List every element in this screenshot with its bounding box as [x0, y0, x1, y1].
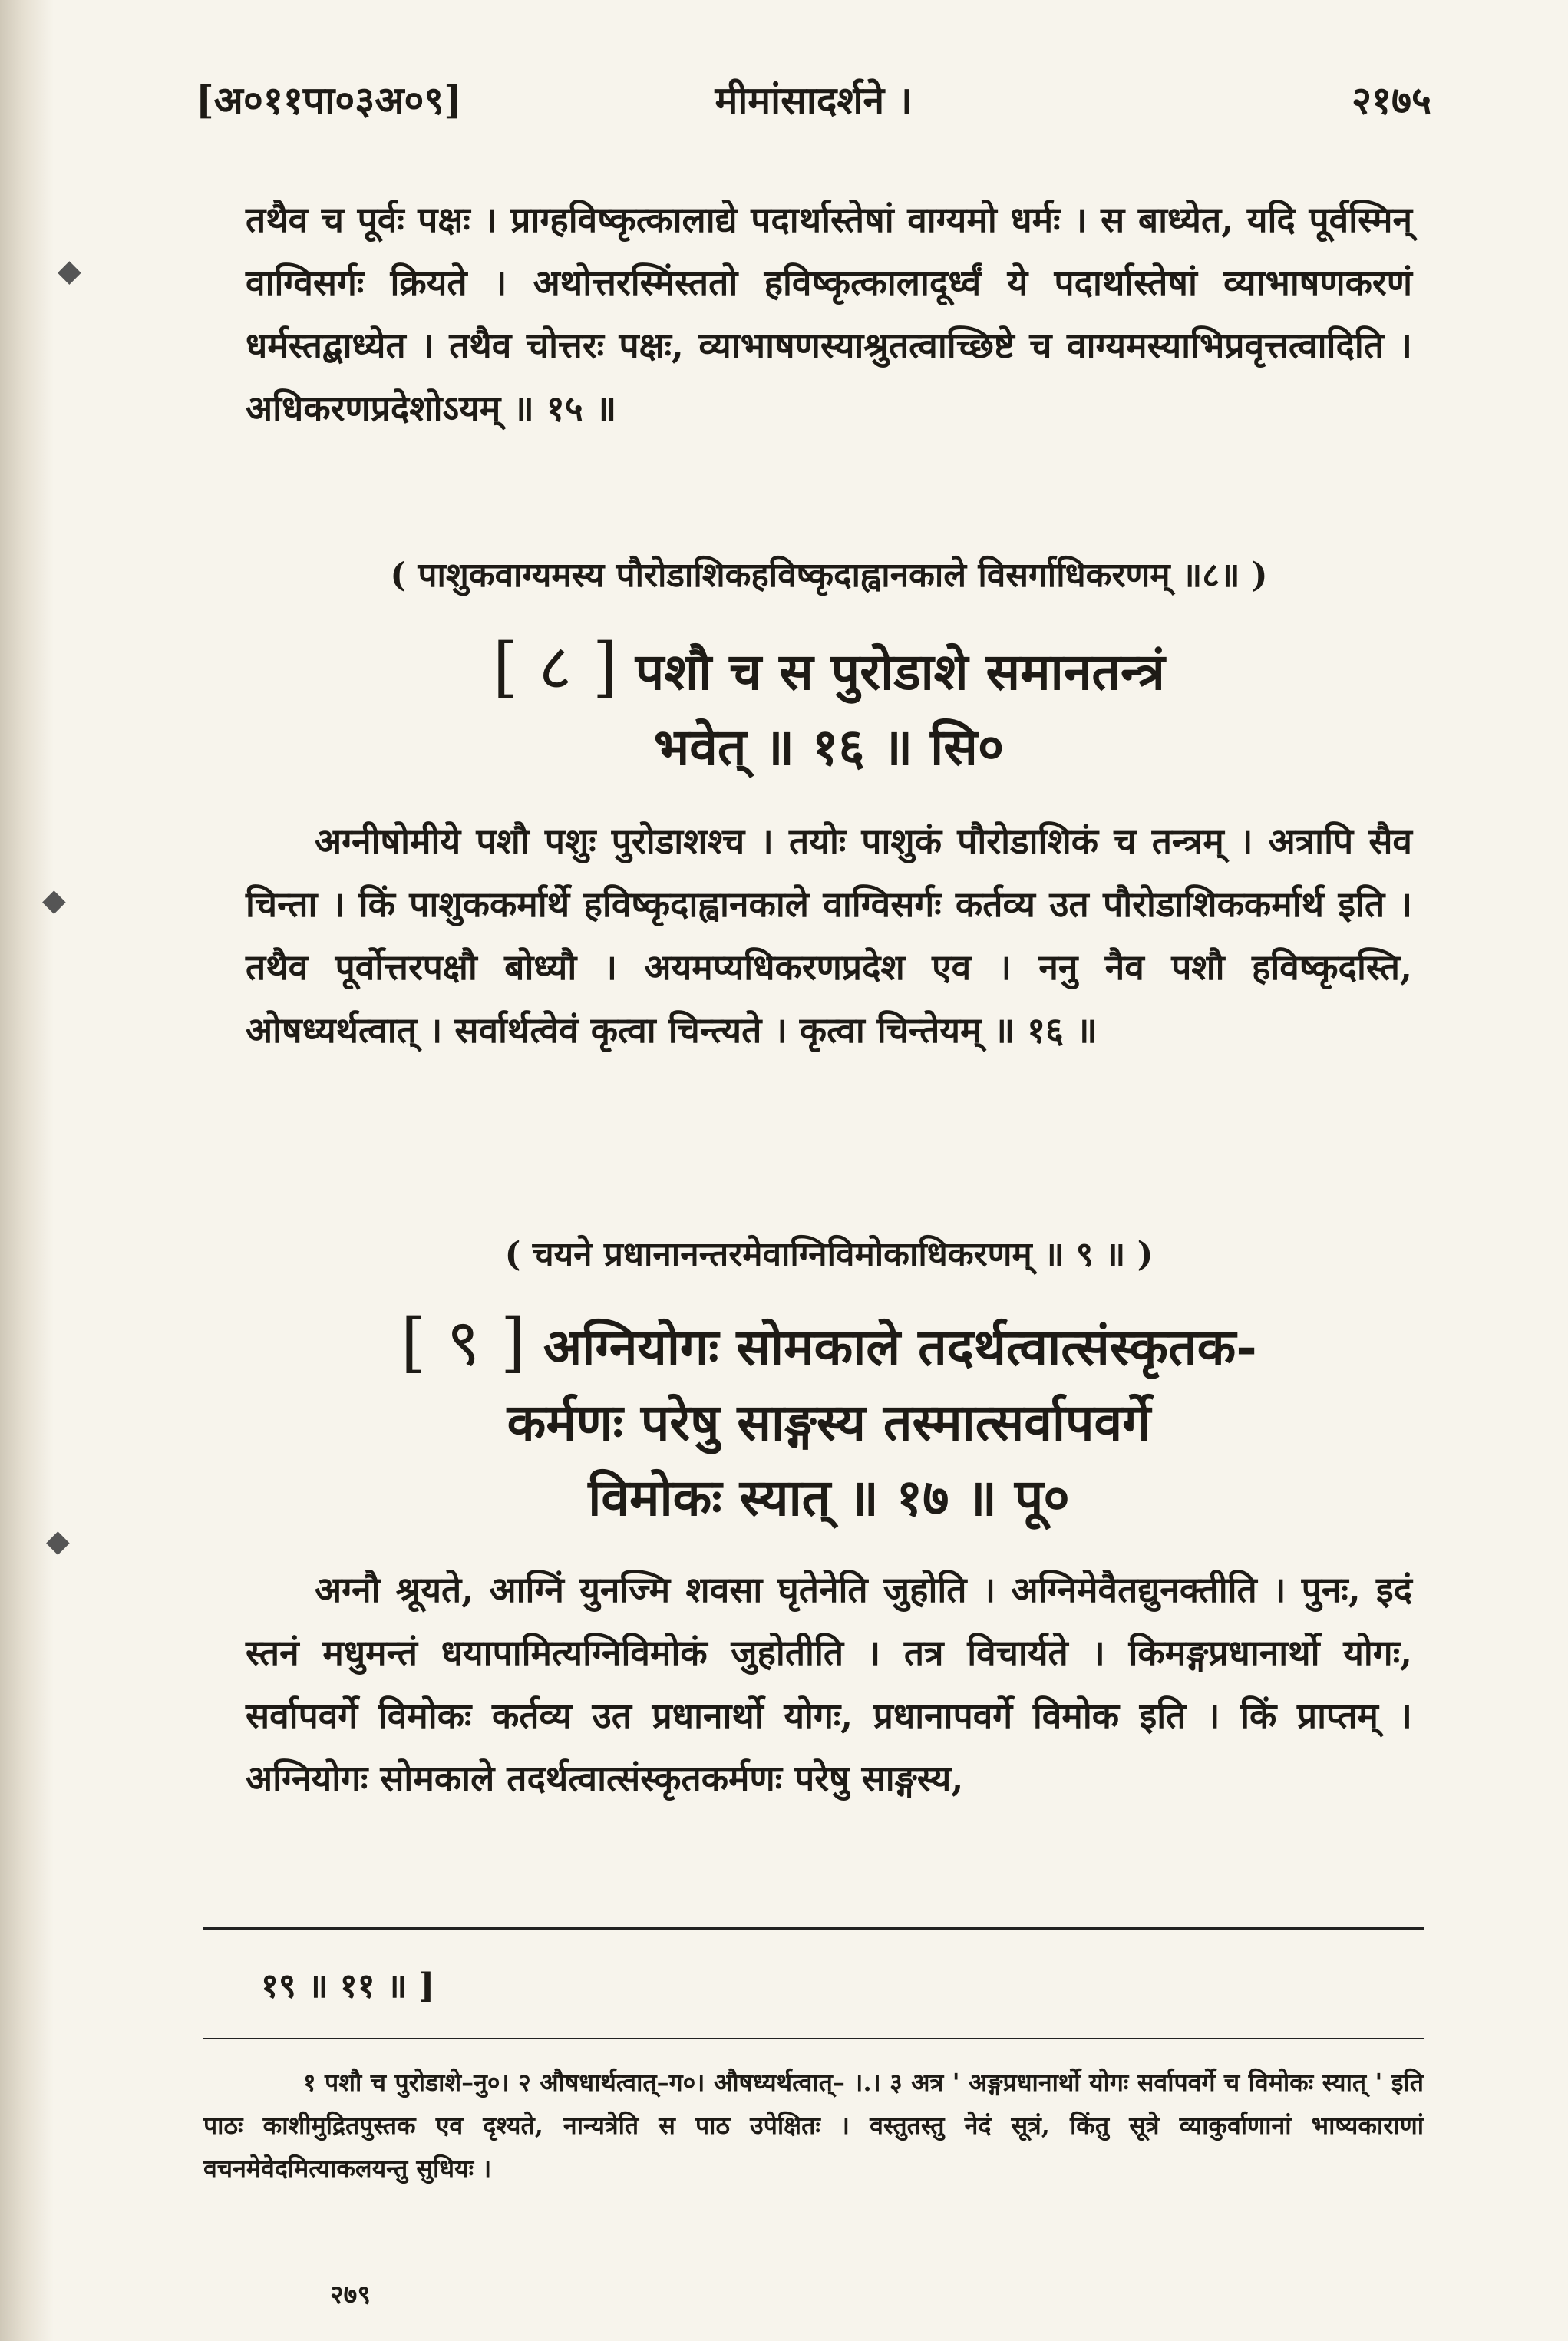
commentary-paragraph: तथैव च पूर्वः पक्षः । प्राग्हविष्कृत्कालाद्ये पदार्थास्तेषां वाग्यमो धर्मः । स बाध्येत, यदि पूर्वस्मिन् वाग्विसर्गः क्रियते । अथोत्तरस्मिंस्ततो हविष्कृत्कालादूर्ध्वं ये पदार्थास्तेषां व्याभाषणकरणं धर्मस्तद्बाध्येत । तथैव चोत्तरः पक्षः, व्याभाषणस्याश्रुतत्वाच्छिष्टे च वाग्यमस्याभिप्रवृत्तत्वादिति । अधिकरणप्रदेशोऽयम् ॥ १५ ॥ [246, 199, 1412, 429]
page-number: २१७५ [1352, 78, 1431, 123]
printer-signature: २७९ [330, 2280, 371, 2310]
margin-mark: ◆ [42, 883, 66, 918]
margin-mark: ◆ [58, 253, 81, 289]
sutra-number: [ ८ ] [493, 629, 618, 705]
commentary-block-1 [246, 188, 1412, 440]
footnote-divider-thin [203, 2038, 1424, 2039]
commentary-block-2 [246, 810, 1412, 1062]
sutra-number: [ ९ ] [401, 1305, 526, 1380]
sutra-line: कर्मणः परेषु साङ्गस्य तस्मात्सर्वापवर्गे [507, 1392, 1151, 1452]
sutra-line: विमोकः स्यात् ॥ १७ ॥ पू० [588, 1468, 1070, 1527]
page-header [196, 73, 1431, 134]
header-title: मीमांसादर्शने । [715, 78, 913, 123]
footnote-reference: १९ ॥ ११ ॥ ] [261, 1966, 435, 2006]
commentary-paragraph: अग्नीषोमीये पशौ पशुः पुरोडाशश्च । तयोः पाशुकं पौरोडाशिकं च तन्त्रम् । अत्रापि सैव चिन्ता । किं पाशुककर्मार्थे हविष्कृदाह्वानकाले वाग्विसर्गः कर्तव्य उत पौरोडाशिककर्मार्थ इति । तथैव पूर्वोत्तरपक्षौ बोध्यौ । अयमप्यधिकरणप्रदेश एव । ननु नैव पशौ हविष्कृदस्ति, ओषध्यर्थत्वात् । सर्वार्थत्वेवं कृत्वा चिन्त्यते । कृत्वा चिन्तेयम् ॥ १६ ॥ [246, 821, 1412, 1051]
topic-heading-9 [246, 1228, 1412, 1282]
sutra-9 [246, 1305, 1412, 1535]
adhikarana-title: ( पाशुकवाग्यमस्य पौरोडाशिकहविष्कृदाह्वानकाले विसर्गाधिकरणम् ॥८॥ ) [390, 556, 1268, 595]
sutra-line: भवेत् ॥ १६ ॥ सि० [653, 717, 1005, 777]
sutra-text: पशौ च स पुरोडाशे समानतन्त्रं [635, 642, 1165, 702]
sutra-text: अग्नियोगः सोमकाले तदर्थत्वात्संस्कृतक- [543, 1317, 1257, 1377]
sutra-line [246, 629, 1412, 709]
commentary-paragraph: अग्नौ श्रूयते, आग्निं युनज्मि शवसा घृतेनेति जुहोति । अग्निमेवैतद्युनक्तीति । पुनः, इदं स्तनं मधुमन्तं धयापामित्यग्निविमोकं जुहोतीति । तत्र विचार्यते । किमङ्गप्रधानार्थो योगः, सर्वापवर्गे विमोकः कर्तव्य उत प्रधानार्थो योगः, प्रधानापवर्गे विमोक इति । किं प्राप्तम् । अग्नियोगः सोमकाले तदर्थत्वात्संस्कृतकर्मणः परेषु साङ्गस्य, [246, 1569, 1412, 1799]
footnotes [203, 2061, 1424, 2190]
footnote-text: १ पशौ च पुरोडाशे–नु०। २ औषधार्थत्वात्–ग०। औषध्यर्थत्वात्– ।.। ३ अत्र ' अङ्गप्रधानार्थो योगः सर्वापवर्गे च विमोकः स्यात् ' इति पाठः काशीमुद्रितपुस्तक एव दृश्यते, नान्यत्रेति स पाठ उपेक्षितः । वस्तुतस्तु नेदं सूत्रं, किंतु सूत्रे व्याकुर्वाणानां भाष्यकाराणां वचनमेवेदमित्याकलयन्तु सुधियः । [203, 2068, 1424, 2183]
header-reference: [अ०११पा०३अ०९] [196, 78, 463, 123]
margin-mark: ◆ [46, 1524, 70, 1559]
footnote-divider [203, 1927, 1424, 1930]
sutra-line [246, 1305, 1412, 1385]
topic-heading-8 [246, 549, 1412, 603]
adhikarana-title: ( चयने प्रधानानन्तरमेवाग्निविमोकाधिकरणम् ॥ ९ ॥ ) [504, 1235, 1154, 1274]
commentary-block-3 [246, 1558, 1412, 1810]
sutra-8 [246, 629, 1412, 784]
binding-edge [0, 0, 54, 2341]
